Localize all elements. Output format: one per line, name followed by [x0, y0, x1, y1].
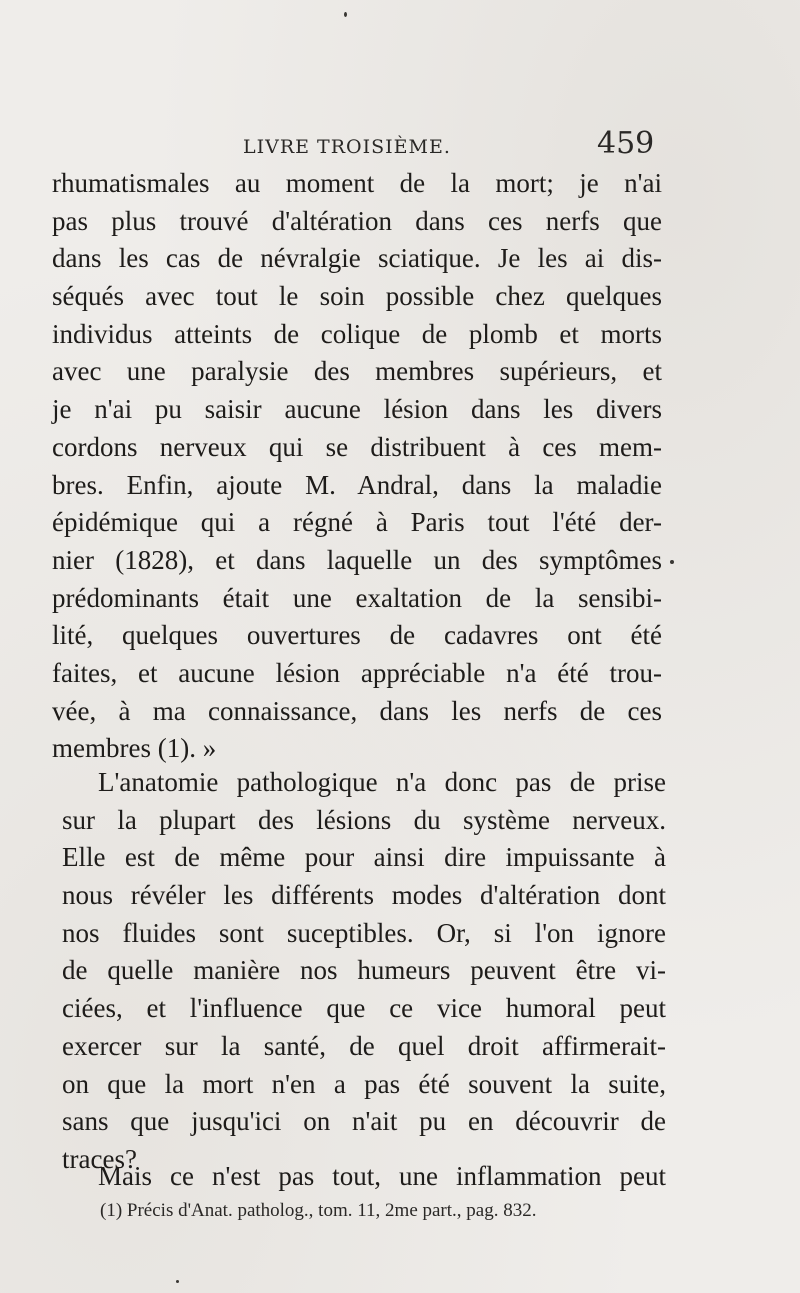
text-line: cordons nerveux qui se distribuent à ces mem-	[52, 431, 662, 462]
text-line: lité, quelques ouvertures de cadavres ont été	[52, 620, 662, 651]
text-line: Mais ce n'est pas tout, une inflammation peut	[98, 1161, 666, 1191]
ink-speck	[670, 560, 674, 564]
text-line: dans les cas de névralgie sciatique. Je les ai dis-	[52, 243, 662, 274]
paragraph-1	[52, 165, 662, 768]
ink-speck	[344, 12, 347, 17]
text-line: rhumatismales au moment de la mort; je n'ai	[52, 168, 662, 198]
paragraph-2	[62, 764, 666, 1179]
text-line: prédominants était une exaltation de la sensibi-	[52, 582, 662, 613]
text-line: sans que jusqu'ici on n'ait pu en découvrir de	[62, 1106, 666, 1137]
text-line: on que la mort n'en a pas été souvent la suite,	[62, 1068, 666, 1099]
text-line: pas plus trouvé d'altération dans ces nerfs que	[52, 205, 662, 236]
text-line: nos fluides sont suceptibles. Or, si l'on ignore	[62, 917, 666, 948]
text-line: ciées, et l'influence que ce vice humoral peut	[62, 993, 666, 1024]
ink-speck	[176, 1280, 179, 1283]
text-line: faites, et aucune lésion appréciable n'a été trou-	[52, 657, 662, 688]
text-line: nier (1828), et dans laquelle un des symptômes	[52, 544, 662, 575]
text-line: Elle est de même pour ainsi dire impuissante à	[62, 842, 666, 873]
paragraph-3	[62, 1158, 666, 1196]
text-line: avec une paralysie des membres supérieurs, et	[52, 356, 662, 387]
text-line: exercer sur la santé, de quel droit affirmerait-	[62, 1030, 666, 1061]
text-line: nous révéler les différents modes d'altération dont	[62, 880, 666, 911]
text-line: sur la plupart des lésions du système nerveux.	[62, 804, 666, 835]
text-line: traces?	[62, 1143, 137, 1174]
text-line: vée, à ma connaissance, dans les nerfs de ces	[52, 695, 662, 726]
text-line: membres (1). »	[52, 733, 217, 764]
text-line: individus atteints de colique de plomb et morts	[52, 318, 662, 349]
text-line: épidémique qui a régné à Paris tout l'été der-	[52, 507, 662, 538]
text-line: de quelle manière nos humeurs peuvent être vi-	[62, 955, 666, 986]
page-number: 459	[597, 126, 655, 161]
footnote: (1) Précis d'Anat. patholog., tom. 11, 2me part., pag. 832.	[100, 1200, 537, 1221]
text-line: je n'ai pu saisir aucune lésion dans les divers	[52, 394, 662, 425]
text-line: séqués avec tout le soin possible chez quelques	[52, 281, 662, 312]
text-line: L'anatomie pathologique n'a donc pas de prise	[98, 767, 666, 797]
text-line: bres. Enfin, ajoute M. Andral, dans la maladie	[52, 469, 662, 500]
running-title: LIVRE TROISIÈME.	[243, 136, 451, 158]
running-head	[0, 126, 800, 166]
